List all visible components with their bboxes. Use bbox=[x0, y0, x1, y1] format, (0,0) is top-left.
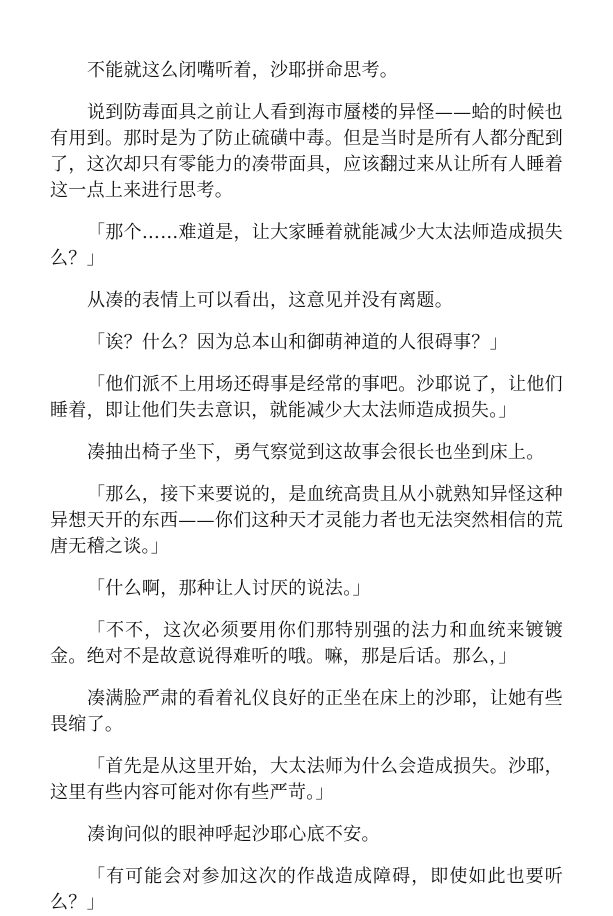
paragraph: 说到防毒面具之前让人看到海市蜃楼的异怪——蛤的时候也有用到。那时是为了防止硫磺中毒。但是当时是所有人都分配到了，这次却只有零能力的凑带面具，应该翻过来从让所有人睡着这一点上来进行思考。 bbox=[50, 102, 563, 201]
paragraph: 「什么啊，那种让人讨厌的说法。」 bbox=[87, 578, 371, 599]
paragraph: 「不不，这次必须要用你们那特别强的法力和血统来镀镀金。绝对不是故意说得难听的哦。嘛，那是后话。那么，」 bbox=[50, 620, 563, 667]
paragraph: 从凑的表情上可以看出，这意见并没有离题。 bbox=[87, 290, 453, 311]
paragraph: 「有可能会对参加这次的作战造成障碍，即使如此也要听么？」 bbox=[50, 866, 563, 913]
paragraph: 凑抽出椅子坐下，勇气察觉到这故事会很长也坐到床上。 bbox=[87, 442, 545, 463]
paragraph: 不能就这么闭嘴听着，沙耶拼命思考。 bbox=[87, 60, 399, 81]
paragraph: 「他们派不上用场还碍事是经常的事吧。沙耶说了，让他们睡着，即让他们失去意识，就能减少大太法师造成损失。」 bbox=[50, 374, 563, 421]
paragraph: 凑询问似的眼神呼起沙耶心底不安。 bbox=[87, 824, 380, 845]
paragraph: 「那么，接下来要说的，是血统高贵且从小就熟知异怪这种异想天开的东西——你们这种天才灵能力者也无法突然相信的荒唐无稽之谈。」 bbox=[50, 484, 563, 557]
paragraph: 「诶？什么？因为总本山和御萌神道的人很碍事？」 bbox=[87, 332, 508, 353]
paragraph: 「首先是从这里开始，大太法师为什么会造成损失。沙耶，这里有些内容可能对你有些严苛。」 bbox=[50, 756, 563, 803]
paragraph: 凑满脸严肃的看着礼仪良好的正坐在床上的沙耶，让她有些畏缩了。 bbox=[50, 688, 563, 735]
paragraph: 「那个……难道是，让大家睡着就能减少大太法师造成损失么？」 bbox=[50, 222, 563, 269]
